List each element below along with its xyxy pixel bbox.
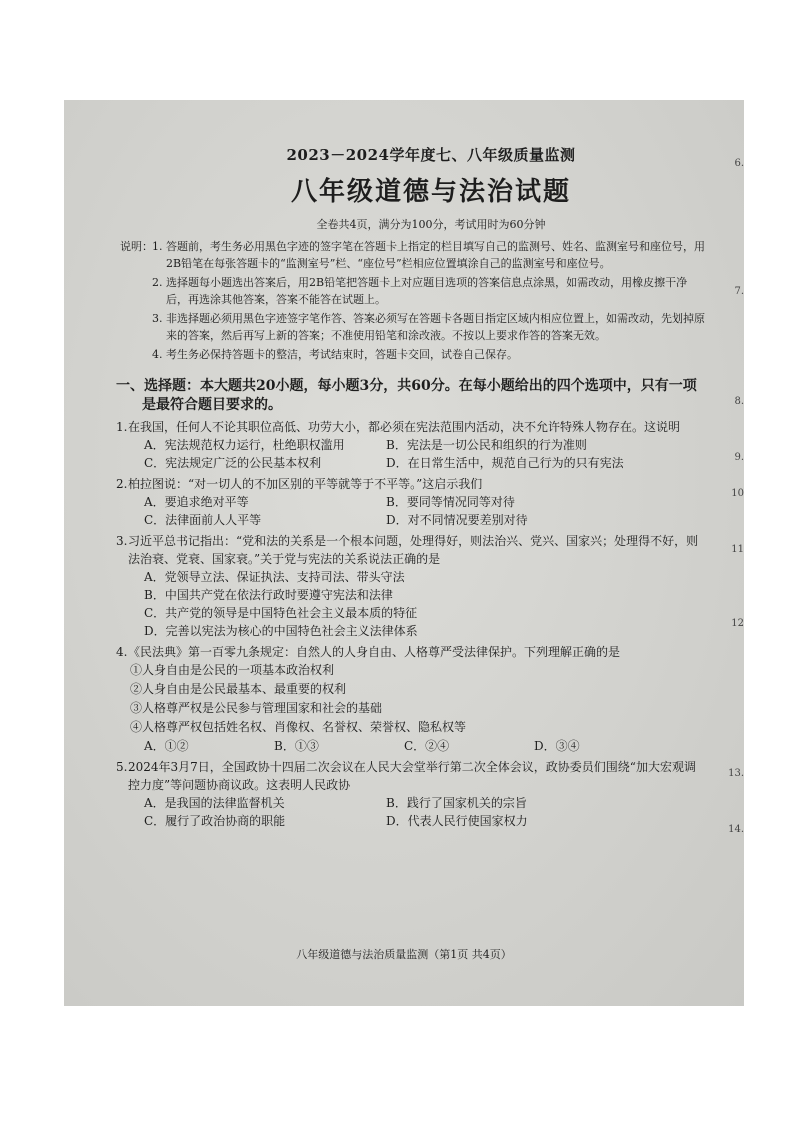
instruction-text: 选择题每小题选出答案后，用2B铅笔把答题卡上对应题目选项的答案信息点涂黑，如需改动，用橡皮擦干净后，再选涂其他答案，答案不能答在试题上。 (166, 276, 688, 306)
question-2 (116, 475, 706, 493)
instruction-text: 答题前，考生务必用黑色字迹的签字笔在答题卡上指定的栏目填写自己的监测号、姓名、监测室号和座位号，用2B铅笔在每张答题卡的“监测室号”栏、“座位号”栏相应位置填涂自己的监测室号和座位号。 (166, 240, 705, 270)
next-page-number: 8. (734, 396, 744, 407)
question-number: 4. (116, 645, 128, 659)
question-2-options (116, 493, 706, 529)
instruction-number: 4. (152, 348, 163, 361)
next-page-number: 13. (728, 768, 744, 779)
option-b: B．践行了国家机关的宗旨 (386, 796, 527, 810)
option-d: D．在日常生活中，规范自己行为的只有宪法 (386, 456, 624, 470)
question-number: 1. (116, 420, 128, 434)
next-page-number: 14. (728, 824, 744, 835)
option-b: B．宪法是一切公民和组织的行为准则 (386, 438, 587, 452)
exam-year-line: 2023－2024学年度七、八年级质量监测 (286, 146, 576, 164)
question-4-options (116, 737, 706, 755)
exam-sheet (116, 144, 706, 830)
instruction-number: 2. (152, 276, 163, 289)
option-c: C．②④ (404, 739, 450, 753)
question-number: 2. (116, 477, 128, 491)
exam-title: 八年级道德与法治试题 (290, 177, 571, 207)
option-c: C．宪法规定广泛的公民基本权利 (144, 456, 322, 470)
option-b: B．①③ (274, 739, 319, 753)
question-5 (116, 758, 706, 794)
option-d: D．对不同情况要差别对待 (386, 513, 528, 527)
question-stem: 2024年3月7日，全国政协十四届二次会议在人民大会堂举行第二次全体会议，政协委员们围绕“加大宏观调控力度”等问题协商议政。这表明人民政协 (128, 760, 696, 792)
question-number: 5. (116, 760, 128, 774)
option-a: A．①② (144, 739, 189, 753)
question-stem: 柏拉图说：“对一切人的不加区别的平等就等于不平等。”这启示我们 (128, 477, 483, 491)
instructions (116, 238, 706, 363)
instruction-number: 3. (152, 312, 163, 325)
question-number: 3. (116, 534, 128, 548)
option-a: A．党领导立法、保证执法、支持司法、带头守法 (144, 570, 405, 584)
next-page-number: 10 (731, 488, 744, 499)
exam-info: 全卷共4页，满分为100分，考试用时为60分钟 (316, 218, 546, 231)
question-stem: 《民法典》第一百零九条规定：自然人的人身自由、人格尊严受法律保护。下列理解正确的是 (128, 645, 621, 659)
instruction-item (152, 346, 706, 363)
instruction-item (152, 274, 706, 308)
option-b: B．中国共产党在依法行政时要遵守宪法和法律 (144, 588, 393, 602)
instructions-label: 说明： (120, 240, 153, 253)
statement-1: ①人身自由是公民的一项基本政治权利 (130, 663, 335, 677)
question-1 (116, 418, 706, 436)
option-a: A．是我国的法律监督机关 (144, 796, 285, 810)
option-a: A．宪法规范权力运行，杜绝职权滥用 (144, 438, 345, 452)
next-page-number: 6. (734, 158, 744, 169)
option-d: D．完善以宪法为核心的中国特色社会主义法律体系 (144, 624, 418, 638)
question-4 (116, 643, 706, 661)
scanned-page-photo (64, 100, 744, 1006)
next-page-number: 7. (734, 286, 744, 297)
question-3-options (116, 568, 706, 640)
question-4-statements (116, 661, 706, 737)
section-heading: 一、选择题：本大题共20小题，每小题3分，共60分。在每小题给出的四个选项中，只有一项是最符合题目要求的。 (116, 378, 697, 413)
instruction-text: 考生务必保持答题卡的整洁，考试结束时，答题卡交回，试卷自己保存。 (166, 348, 518, 361)
instruction-text: 非选择题必须用黑色字迹签字笔作答、答案必须写在答题卡各题目指定区域内相应位置上，如需改动，先划掉原来的答案，然后再写上新的答案；不准使用铅笔和涂改液。不按以上要求作答的答案无效。 (166, 312, 705, 342)
question-5-options (116, 794, 706, 830)
next-page-number: 12 (731, 618, 744, 629)
option-c: C．共产党的领导是中国特色社会主义最本质的特征 (144, 606, 418, 620)
instruction-item (152, 238, 706, 272)
instruction-item (152, 310, 706, 344)
statement-4: ④人格尊严权包括姓名权、肖像权、名誉权、荣誉权、隐私权等 (130, 720, 467, 734)
instruction-number: 1. (152, 240, 163, 253)
next-page-number: 9. (734, 452, 744, 463)
option-a: A．要追求绝对平等 (144, 495, 249, 509)
option-c: C．法律面前人人平等 (144, 513, 262, 527)
statement-3: ③人格尊严权是公民参与管理国家和社会的基础 (130, 701, 383, 715)
next-page-number: 11 (731, 544, 744, 555)
question-stem: 习近平总书记指出：“党和法的关系是一个根本问题，处理得好，则法治兴、党兴、国家兴；处理得不好，则法治衰、党衰、国家衰。”关于党与宪法的关系说法正确的是 (128, 534, 699, 566)
question-1-options (116, 436, 706, 472)
option-d: D．代表人民行使国家权力 (386, 814, 528, 828)
option-d: D．③④ (534, 739, 580, 753)
statement-2: ②人身自由是公民最基本、最重要的权利 (130, 682, 347, 696)
option-c: C．履行了政治协商的职能 (144, 814, 286, 828)
page-footer: 八年级道德与法治质量监测（第1页 共4页） (296, 948, 512, 961)
question-stem: 在我国，任何人不论其职位高低、功劳大小，都必须在宪法范围内活动，决不允许特殊人物存在。这说明 (128, 420, 681, 434)
option-b: B．要同等情况同等对待 (386, 495, 515, 509)
question-3 (116, 532, 706, 568)
